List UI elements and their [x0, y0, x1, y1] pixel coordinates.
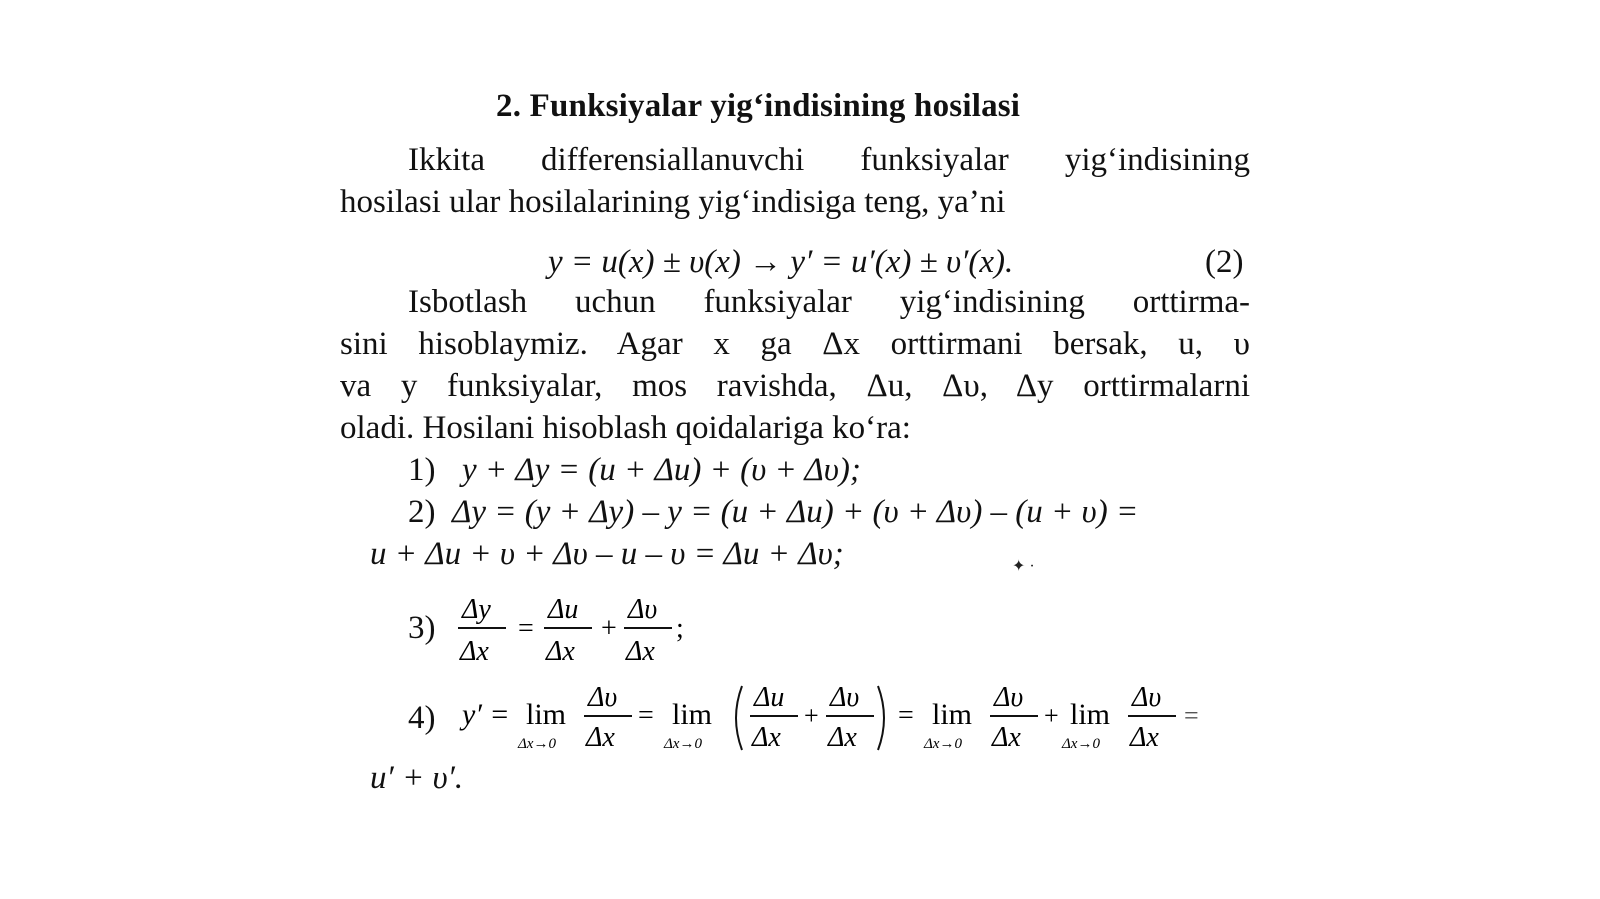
- lim-1-sub: Δx→0: [518, 736, 556, 752]
- step-3-label: 3): [408, 610, 436, 646]
- lim-3-sub: Δx→0: [924, 736, 962, 752]
- proof-line-3: va y funksiyalar, mos ravishda, Δu, Δυ, Δy orttirmalarni: [340, 368, 1250, 404]
- frac-dx-den: Δx: [828, 722, 857, 753]
- proof-line-4: oladi. Hosilani hisoblash qoidalariga ko‘ra:: [340, 410, 911, 446]
- frac-dy-num: Δy: [462, 594, 491, 625]
- frac-dx-den: Δx: [546, 636, 575, 667]
- intro-line-1: Ikkita differensiallanuvchi funksiyalar yig‘indisining: [408, 142, 1250, 178]
- y-prime: y′ =: [462, 698, 510, 731]
- frac-dx-den: Δx: [460, 636, 489, 667]
- stray-mark: ✦ ·: [1012, 558, 1035, 575]
- main-formula: y = u(x) ± υ(x) → y′ = u′(x) ± υ′(x).: [548, 244, 1014, 280]
- frac-dx-den: Δx: [586, 722, 615, 753]
- formula-number: (2): [1205, 244, 1244, 280]
- proof-line-1: Isbotlash uchun funksiyalar yig‘indisining orttirma-: [408, 284, 1250, 320]
- frac-du-num: Δu: [548, 594, 579, 625]
- equals-sign: =: [638, 700, 654, 731]
- step-4-result: u′ + υ′.: [370, 760, 464, 796]
- lim-1: lim: [526, 698, 567, 731]
- lim-4-sub: Δx→0: [1062, 736, 1100, 752]
- frac-dv-num: Δυ: [1132, 682, 1162, 713]
- equals-sign: =: [518, 613, 534, 644]
- frac-dv-num: Δυ: [994, 682, 1024, 713]
- frac-du-num: Δu: [754, 682, 785, 713]
- semicolon: ;: [676, 613, 684, 644]
- plus-sign: +: [804, 701, 819, 730]
- step-2-formula: Δy = (y + Δy) – y = (u + Δu) + (υ + Δυ) – (u + υ) =: [452, 494, 1139, 530]
- step-1-formula: y + Δy = (u + Δu) + (υ + Δυ);: [462, 452, 861, 488]
- frac-dx-den: Δx: [992, 722, 1021, 753]
- step-2-label: 2): [408, 494, 436, 530]
- frac-dx-den: Δx: [626, 636, 655, 667]
- proof-line-2: sini hisoblaymiz. Agar x ga Δx orttirmani bersak, u, υ: [340, 326, 1250, 362]
- step-4-label: 4): [408, 700, 436, 736]
- plus-sign: +: [1044, 701, 1059, 730]
- lim-2: lim: [672, 698, 713, 731]
- step-3-formula: [458, 588, 718, 678]
- frac-dx-den: Δx: [752, 722, 781, 753]
- step-1-label: 1): [408, 452, 436, 488]
- lim-3: lim: [932, 698, 973, 731]
- intro-line-2: hosilasi ular hosilalarining yig‘indisiga teng, ya’ni: [340, 184, 1006, 220]
- frac-dv-num: Δυ: [588, 682, 618, 713]
- left-paren: [736, 686, 742, 750]
- lim-4: lim: [1070, 698, 1111, 731]
- equals-sign: =: [1184, 701, 1199, 730]
- step-4-formula: [458, 674, 1258, 764]
- frac-dv-num: Δυ: [830, 682, 860, 713]
- plus-sign: +: [601, 613, 617, 644]
- equals-sign: =: [898, 700, 914, 731]
- step-2-continuation: u + Δu + υ + Δυ – u – υ = Δu + Δυ;: [370, 536, 844, 572]
- frac-dv-num: Δυ: [628, 594, 658, 625]
- section-title: 2. Funksiyalar yig‘indisining hosilasi: [496, 88, 1021, 124]
- right-paren: [878, 686, 884, 750]
- lim-2-sub: Δx→0: [664, 736, 702, 752]
- frac-dx-den: Δx: [1130, 722, 1159, 753]
